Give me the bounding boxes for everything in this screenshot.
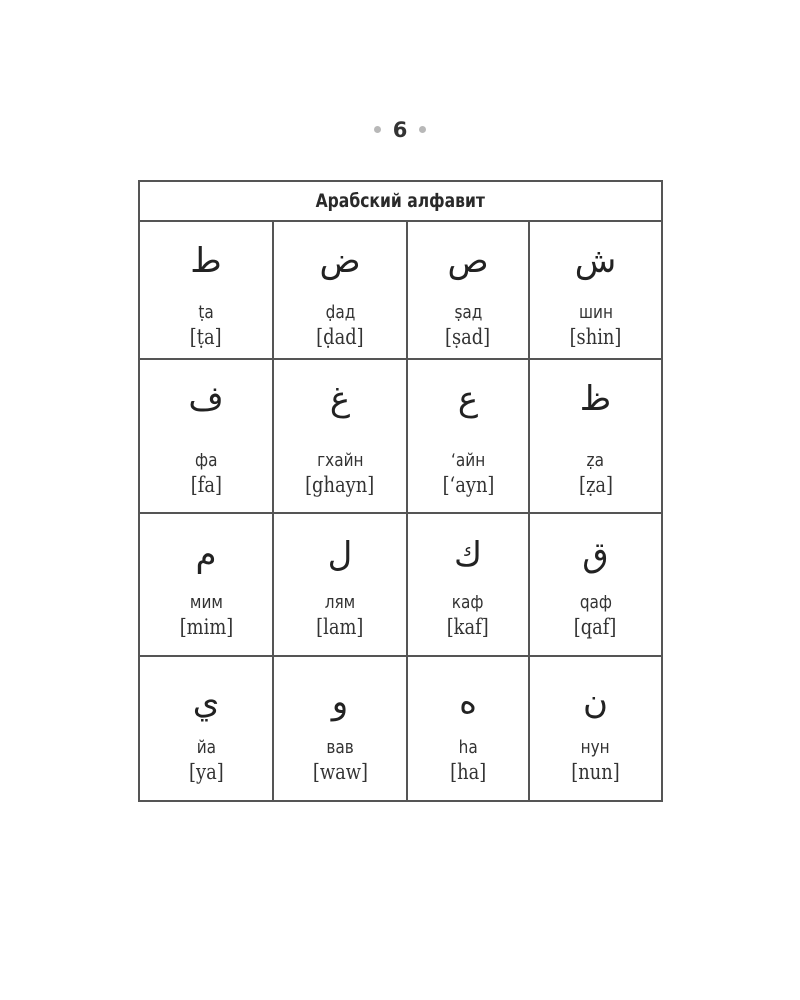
arabic-letter: ق [582, 535, 609, 575]
letter-transliteration [530, 325, 661, 349]
letter-transliteration [140, 325, 272, 349]
letter-cell [273, 513, 407, 656]
arabic-letter: ي [192, 682, 220, 722]
page-number [0, 118, 800, 142]
letter-transliteration-text: [lam] [316, 615, 364, 639]
letter-cell [273, 359, 407, 513]
letter-name [408, 302, 528, 323]
letter-transliteration-text: [mim] [179, 615, 233, 639]
letter-name [530, 592, 661, 613]
table-row [139, 513, 662, 656]
arabic-letter: ك [453, 535, 483, 575]
letter-name-text: ḍад [325, 302, 355, 323]
letter-transliteration-text: [shin] [569, 325, 622, 349]
arabic-letter: م [195, 535, 217, 575]
letter-cell [139, 221, 273, 359]
table-title-text: Арабский алфавит [315, 190, 486, 212]
letter-transliteration [140, 615, 272, 639]
letter-name [274, 592, 406, 613]
arabic-letter: ع [457, 379, 479, 419]
letter-transliteration [530, 615, 661, 639]
letter-transliteration-text: [ṭa] [190, 325, 222, 349]
letter-transliteration [408, 615, 528, 639]
letter-transliteration-text: [ha] [449, 760, 487, 784]
letter-name [408, 450, 528, 471]
letter-transliteration-text: [ẓa] [578, 473, 613, 497]
letter-name [530, 450, 661, 471]
letter-name [140, 302, 272, 323]
letter-transliteration-text: [fa] [190, 473, 222, 497]
letter-name-text: вав [326, 737, 354, 758]
table-row [139, 221, 662, 359]
letter-name-text: ʻайн [450, 450, 486, 471]
letter-name [530, 737, 661, 758]
letter-transliteration-text: [waw] [312, 760, 368, 784]
letter-name [140, 737, 272, 758]
page-number-right-dot [419, 126, 426, 133]
table-row [139, 359, 662, 513]
letter-cell [139, 656, 273, 801]
letter-name [274, 302, 406, 323]
letter-transliteration [274, 615, 406, 639]
letter-name-text: гхайн [316, 450, 364, 471]
letter-name-text: ṣад [454, 302, 482, 323]
letter-name [140, 450, 272, 471]
letter-cell [139, 513, 273, 656]
arabic-letter: ن [583, 682, 608, 722]
letter-transliteration-text: [ghayn] [305, 473, 375, 497]
letter-cell [529, 359, 662, 513]
letter-name-text: ṭa [198, 302, 214, 323]
letter-name-text: шин [578, 302, 613, 323]
table-title [139, 181, 662, 221]
arabic-letter: ظ [579, 379, 612, 419]
letter-transliteration-text: [ṣad] [445, 325, 491, 349]
letter-name [274, 450, 406, 471]
page-number-value: 6 [392, 118, 408, 142]
letter-transliteration-text: [ḍad] [316, 325, 364, 349]
letter-cell [273, 656, 407, 801]
letter-name-text: qаф [579, 592, 612, 613]
letter-transliteration [274, 473, 406, 497]
letter-transliteration-text: [qaf] [574, 615, 617, 639]
page-number-left-dot [374, 126, 381, 133]
letter-transliteration [274, 325, 406, 349]
letter-transliteration [408, 473, 528, 497]
letter-name-text: фа [194, 450, 218, 471]
arabic-letter: ه [459, 682, 477, 722]
letter-transliteration [274, 760, 406, 784]
letter-transliteration [530, 473, 661, 497]
letter-transliteration-text: [ʻayn] [442, 473, 494, 497]
letter-name-text: мим [189, 592, 223, 613]
letter-name [408, 737, 528, 758]
letter-name-text: каф [452, 592, 484, 613]
arabic-letter: ض [319, 241, 361, 281]
arabic-letter: ص [447, 241, 489, 281]
letter-cell [273, 221, 407, 359]
letter-transliteration-text: [ya] [188, 760, 224, 784]
letter-cell [529, 656, 662, 801]
letter-transliteration-text: [kaf] [447, 615, 489, 639]
letter-name-text: нун [580, 737, 611, 758]
letter-cell [407, 513, 529, 656]
letter-transliteration [530, 760, 661, 784]
arabic-letter: ل [327, 535, 353, 575]
letter-name-text: ha [458, 737, 478, 758]
letter-name-text: йа [196, 737, 216, 758]
letter-name-text: ẓa [586, 450, 605, 471]
letter-name-text: лям [324, 592, 356, 613]
table-row [139, 656, 662, 801]
letter-transliteration-text: [nun] [571, 760, 620, 784]
letter-cell [407, 656, 529, 801]
letter-cell [529, 221, 662, 359]
arabic-letter: و [331, 682, 349, 722]
arabic-letter: غ [329, 379, 351, 419]
arabic-letter: ش [574, 241, 617, 281]
letter-name [408, 592, 528, 613]
letter-name [274, 737, 406, 758]
letter-cell [407, 221, 529, 359]
letter-transliteration [408, 760, 528, 784]
arabic-letter: ف [188, 379, 224, 419]
letter-transliteration [140, 760, 272, 784]
letter-transliteration [408, 325, 528, 349]
letter-name [140, 592, 272, 613]
arabic-letter: ط [190, 241, 222, 281]
letter-transliteration [140, 473, 272, 497]
arabic-alphabet-table [138, 180, 663, 802]
letter-cell [529, 513, 662, 656]
letter-name [530, 302, 661, 323]
letter-cell [407, 359, 529, 513]
letter-cell [139, 359, 273, 513]
